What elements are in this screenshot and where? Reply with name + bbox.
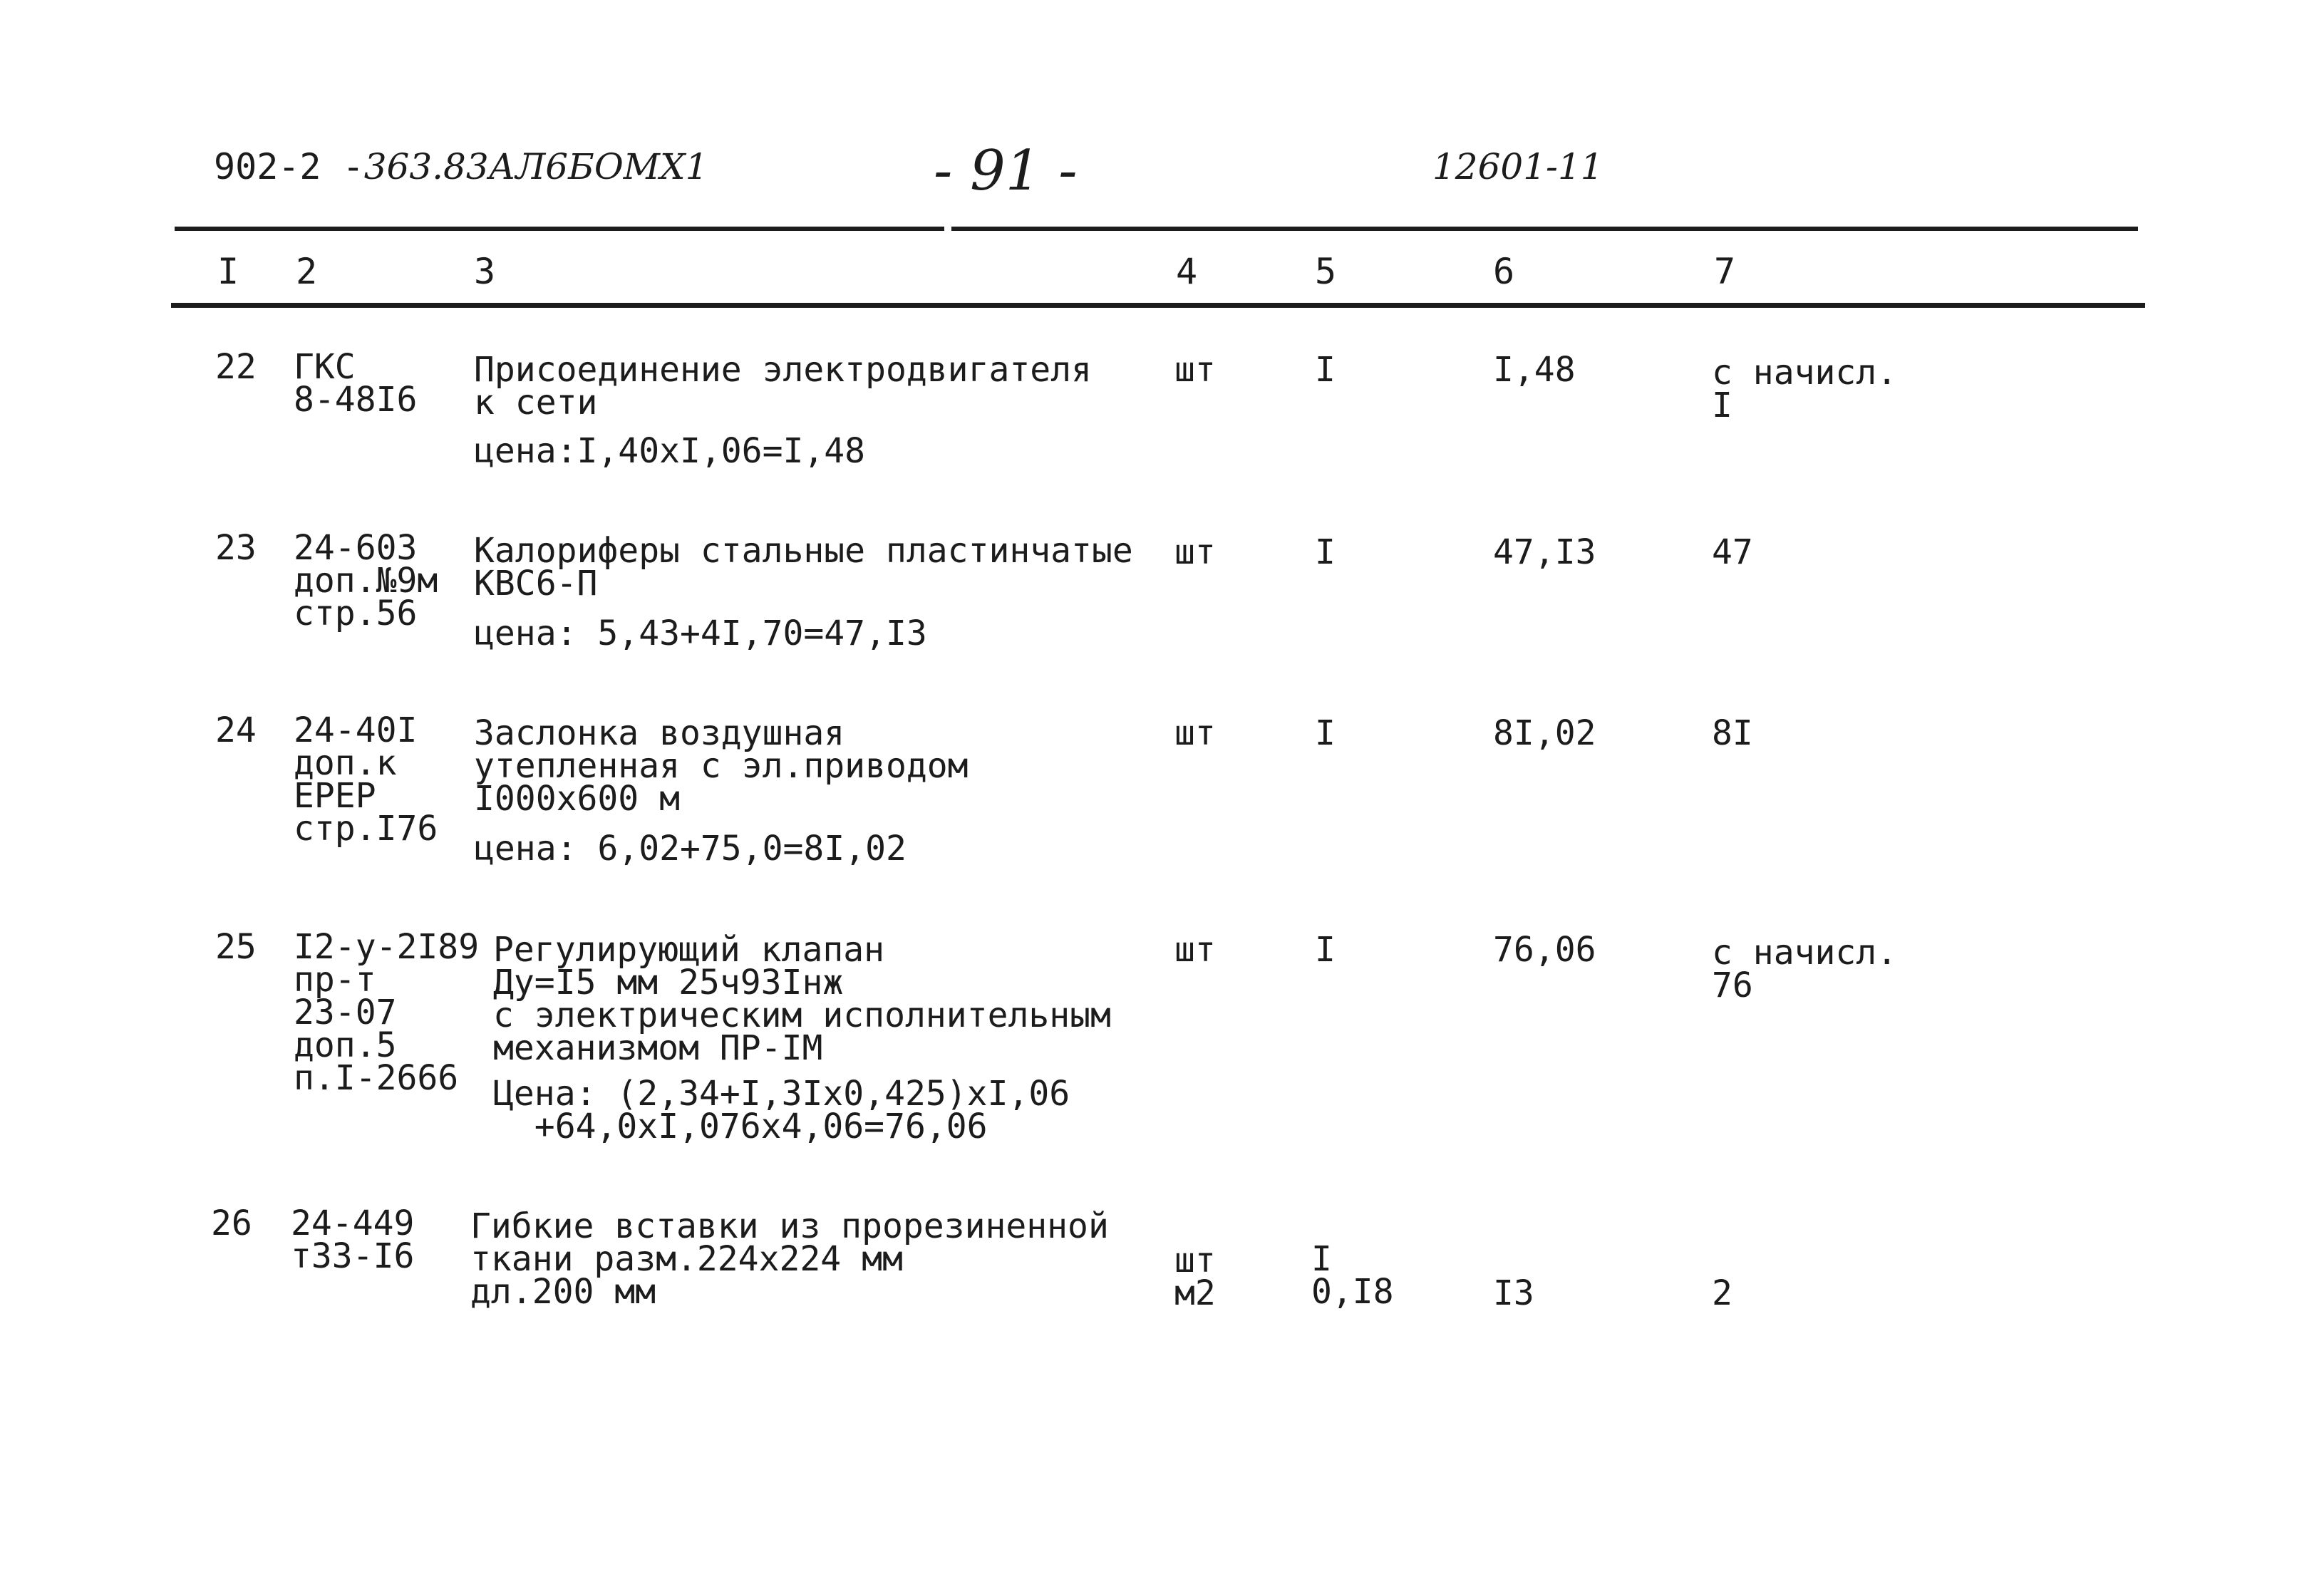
table-top-rule-left bbox=[175, 227, 944, 231]
price-code: I2-у-2I89 пр-т 23-07 доп.5 п.I-2666 bbox=[294, 927, 480, 1098]
cost: I3 bbox=[1493, 1273, 1534, 1313]
quantity: I 0,I8 bbox=[1311, 1239, 1394, 1312]
unit: шт bbox=[1174, 930, 1216, 970]
cost: 76,06 bbox=[1493, 930, 1596, 970]
unit: шт bbox=[1174, 713, 1216, 753]
row-number: 26 bbox=[211, 1203, 252, 1243]
column-header-2: 2 bbox=[296, 251, 318, 292]
column-header-7: 7 bbox=[1714, 251, 1736, 292]
unit: шт bbox=[1174, 350, 1216, 390]
quantity: I bbox=[1315, 930, 1336, 970]
row-number: 22 bbox=[215, 347, 257, 387]
cost: 47,I3 bbox=[1493, 532, 1596, 572]
cost: I,48 bbox=[1493, 350, 1576, 390]
item-name: Калориферы стальные пластинчатые КВС6-П bbox=[474, 531, 1133, 604]
quantity: I bbox=[1315, 350, 1336, 390]
note: 2 bbox=[1712, 1273, 1732, 1313]
document-code-handwritten: 363.83АЛ6БОМХ1 bbox=[363, 146, 708, 187]
price-formula: цена: 6,02+75,0=8I,02 bbox=[474, 829, 907, 869]
note: 8I bbox=[1712, 713, 1753, 753]
column-header-4: 4 bbox=[1176, 251, 1198, 292]
item-name: Гибкие вставки из прорезиненной ткани разм.224x224 мм дл.200 мм bbox=[470, 1206, 1109, 1312]
price-formula: цена:I,40xI,06=I,48 bbox=[474, 431, 866, 471]
row-number: 24 bbox=[215, 710, 257, 750]
row-number: 23 bbox=[215, 528, 257, 568]
table-top-rule-right bbox=[951, 227, 2138, 231]
document-code bbox=[214, 146, 708, 187]
column-header-1: I bbox=[217, 251, 239, 292]
item-name: Заслонка воздушная утепленная с эл.приводом I000x600 м bbox=[474, 713, 969, 819]
price-formula: Цена: (2,34+I,3Ix0,425)xI,06 +64,0xI,076x4,06=76,06 bbox=[493, 1074, 1070, 1146]
column-header-5: 5 bbox=[1315, 251, 1337, 292]
cost: 8I,02 bbox=[1493, 713, 1596, 753]
column-header-3: 3 bbox=[474, 251, 496, 292]
quantity: I bbox=[1315, 713, 1336, 753]
note: с начисл. 76 bbox=[1712, 933, 1898, 1005]
note: с начисл. I bbox=[1712, 353, 1898, 425]
price-code: ГКС 8-48I6 bbox=[294, 347, 418, 420]
row-number: 25 bbox=[215, 927, 257, 967]
document-code-printed: 902-2 - bbox=[214, 146, 364, 187]
column-header-6: 6 bbox=[1493, 251, 1515, 292]
note: 47 bbox=[1712, 532, 1753, 572]
page-number: - 91 - bbox=[934, 139, 1078, 203]
register-number: 12601-11 bbox=[1432, 146, 1603, 187]
price-code: 24-603 доп.№9м стр.56 bbox=[294, 528, 438, 633]
price-code: 24-40I доп.к ЕРЕР стр.I76 bbox=[294, 710, 438, 849]
price-formula: цена: 5,43+4I,70=47,I3 bbox=[474, 613, 927, 653]
unit: шт м2 bbox=[1174, 1241, 1216, 1313]
price-code: 24-449 т33-I6 bbox=[291, 1203, 415, 1276]
unit: шт bbox=[1174, 532, 1216, 572]
item-name: Присоединение электродвигателя к сети bbox=[474, 350, 1092, 423]
table-header-rule bbox=[171, 303, 2145, 308]
quantity: I bbox=[1315, 532, 1336, 572]
item-name: Регулирующий клапан Ду=I5 мм 25ч93Iнж с электрическим исполнительным механизмом ПР-IМ bbox=[493, 930, 1111, 1068]
